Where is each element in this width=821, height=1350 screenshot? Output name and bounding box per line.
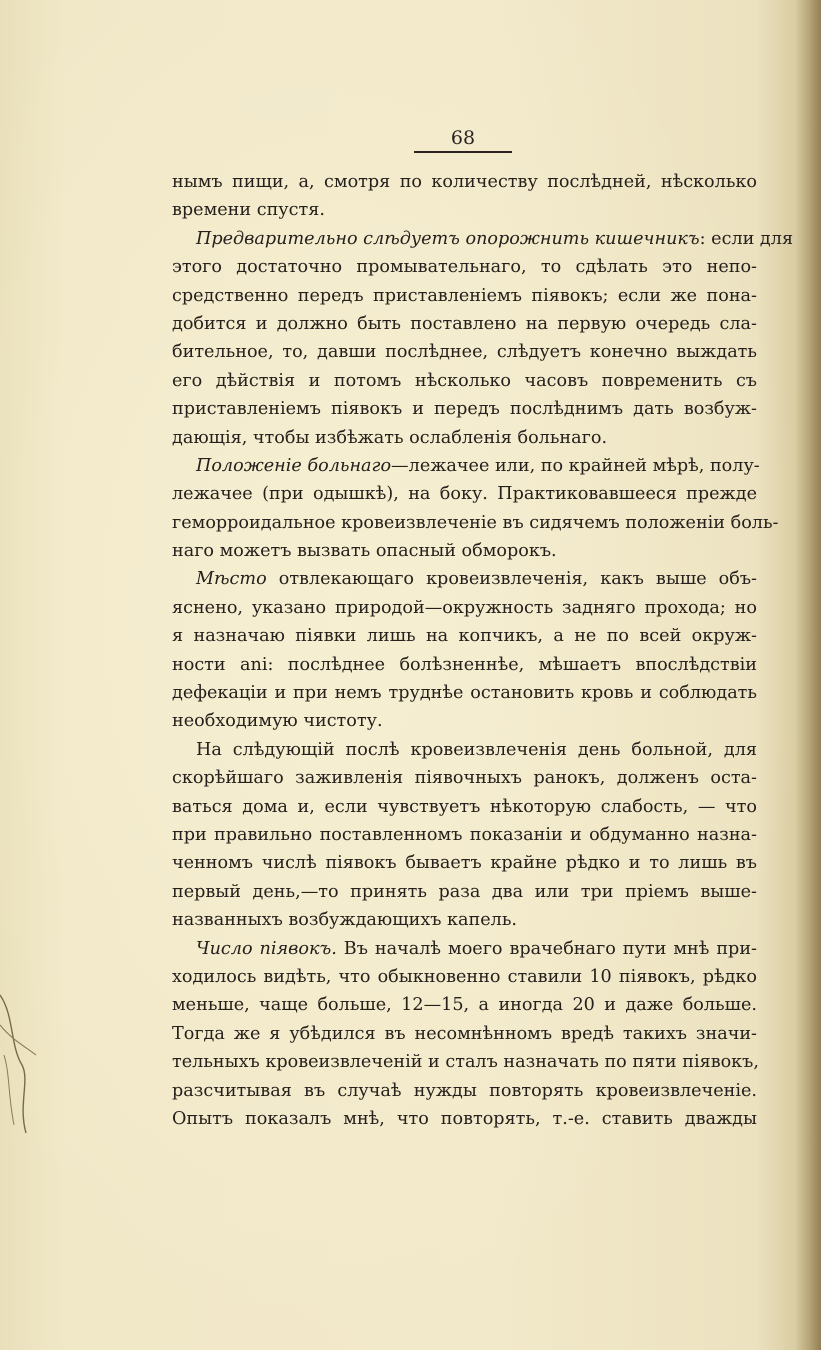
- text-line: На слѣдующій послѣ кровеизвлеченія день больной, для: [196, 739, 757, 760]
- text-line: ченномъ числѣ піявокъ бываетъ крайне рѣдко и то лишь въ: [172, 853, 757, 874]
- italic-heading: Мѣсто: [196, 569, 267, 590]
- text-line: наго можетъ вызвать опасный обморокъ.: [172, 541, 557, 562]
- text-line: нымъ пищи, а, смотря по количеству послѣдней, нѣсколько: [172, 172, 757, 192]
- page-number: 68: [450, 127, 476, 149]
- paragraph: [172, 168, 757, 225]
- italic-heading: Число піявокъ.: [196, 938, 337, 959]
- text-line: приставленіемъ піявокъ и передъ послѣднимъ дать возбуж-: [172, 399, 757, 420]
- text-line: ности ani: послѣднее болѣзненнѣе, мѣшаетъ впослѣдствіи: [172, 654, 757, 675]
- text-line: этого достаточно промывательнаго, то сдѣлать это непо-: [172, 257, 757, 278]
- text-line: названныхъ возбуждающихъ капель.: [172, 910, 517, 931]
- text-line: [172, 935, 757, 963]
- line-rest: Въ началѣ моего врачебнаго пути мнѣ при-: [336, 938, 757, 959]
- paragraph: [172, 225, 794, 452]
- page-number-rule: [414, 151, 512, 153]
- text-line: лежачее (при одышкѣ), на боку. Практиковавшееся прежде: [172, 484, 757, 505]
- paragraph: [172, 565, 757, 735]
- paragraph: [172, 452, 779, 566]
- line-rest: : если для: [699, 228, 794, 249]
- text-line: ваться дома и, если чувствуетъ нѣкоторую слабость, — что: [172, 796, 757, 817]
- paragraph: [172, 736, 757, 935]
- line-rest: отвлекающаго кровеизвлеченія, какъ выше объ-: [266, 569, 757, 590]
- text-line: разсчитывая въ случаѣ нужды повторять кровеизвлеченіе.: [172, 1080, 757, 1101]
- text-line: яснено, указано природой—окружность задняго прохода; но: [172, 597, 757, 618]
- text-line: необходимую чистоту.: [172, 711, 383, 732]
- text-line: Тогда же я убѣдился въ несомнѣнномъ вредѣ такихъ значи-: [172, 1023, 757, 1044]
- spine-shadow: [795, 0, 821, 1350]
- text-line: добится и должно быть поставлено на первую очередь сла-: [172, 313, 757, 334]
- text-line: геморроидальное кровеизвлеченіе въ сидячемъ положеніи боль-: [172, 512, 779, 533]
- text-line: при правильно поставленномъ показаніи и обдуманно назна-: [172, 824, 757, 845]
- text-line: [172, 565, 757, 593]
- text-line: Опытъ показалъ мнѣ, что повторять, т.-е. ставить дважды: [172, 1108, 757, 1129]
- text-line: его дѣйствія и потомъ нѣсколько часовъ повременить съ: [172, 370, 757, 391]
- text-line: [172, 452, 760, 480]
- text-line: меньше, чаще больше, 12—15, а иногда 20 и даже больше.: [172, 995, 757, 1016]
- text-line: средственно передъ приставленіемъ піявокъ; если же пона-: [172, 285, 757, 306]
- binding-thread: [0, 985, 40, 1135]
- text-line: дающія, чтобы избѣжать ослабленія больнаго.: [172, 427, 608, 448]
- line-rest: —лежачее или, по крайней мѣрѣ, полу-: [391, 455, 760, 476]
- text-line: я назначаю піявки лишь на копчикъ, а не по всей окруж-: [172, 626, 757, 647]
- text-line: дефекаціи и при немъ труднѣе остановить кровь и соблюдать: [172, 683, 757, 704]
- body-text: [172, 168, 794, 1133]
- paragraph: [172, 935, 757, 1134]
- text-line: тельныхъ кровеизвлеченій и сталъ назначать по пяти піявокъ,: [172, 1052, 759, 1073]
- text-line: [172, 225, 794, 253]
- italic-heading: Предварительно слѣдуетъ опорожнить кишечникъ: [196, 228, 700, 249]
- italic-heading: Положеніе больнаго: [196, 455, 392, 476]
- text-line: ходилось видѣть, что обыкновенно ставили 10 піявокъ, рѣдко: [172, 966, 757, 987]
- text-line: бительное, то, давши послѣднее, слѣдуетъ конечно выждать: [172, 342, 757, 363]
- text-line: скорѣйшаго заживленія піявочныхъ ранокъ, долженъ оста-: [172, 768, 757, 789]
- text-line: первый день,—то принять раза два или три пріемъ выше-: [172, 881, 757, 902]
- text-line: времени спустя.: [172, 200, 325, 221]
